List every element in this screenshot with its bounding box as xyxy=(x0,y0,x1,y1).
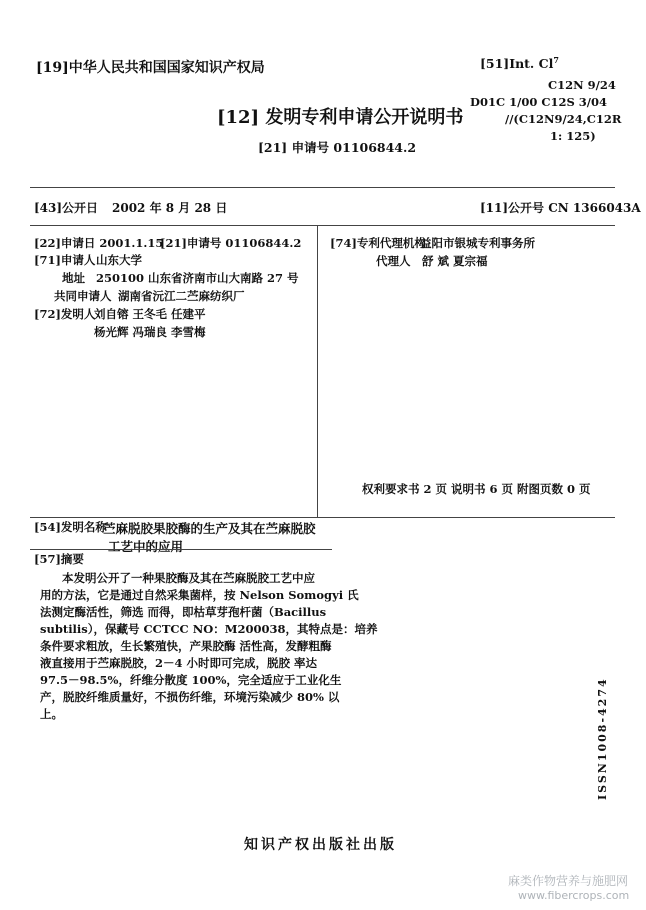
inventors-line-1: 刘自镕 王冬毛 任建平 xyxy=(94,307,206,321)
classification-line-1: C12N 9/24 xyxy=(548,78,616,92)
application-number: [21]申请号 01106844.2 xyxy=(160,236,302,250)
divider xyxy=(30,225,615,226)
agents: 舒 斌 夏宗福 xyxy=(422,254,488,268)
co-applicant: 湖南省沅江二苎麻纺织厂 xyxy=(118,289,245,303)
inventors-line-2: 杨光辉 冯瑞良 李雪梅 xyxy=(94,325,206,339)
abstract-line: 本发明公开了一种果胶酶及其在苎麻脱胶工艺中应 xyxy=(62,571,315,585)
int-cl-label: [51]Int. Cl$^7$ xyxy=(480,55,559,72)
inventor-label: [72]发明人 xyxy=(34,307,96,321)
divider xyxy=(30,517,615,518)
publisher: 知识产权出版社出版 xyxy=(244,837,397,853)
watermark-site-name: 麻类作物营养与施肥网 xyxy=(508,874,629,888)
page-counts: 权利要求书 2 页 说明书 6 页 附图页数 0 页 xyxy=(362,482,591,496)
invention-title-line-1: 苎麻脱胶果胶酶的生产及其在苎麻脱胶 xyxy=(103,521,316,536)
office-name: [19]中华人民共和国国家知识产权局 xyxy=(36,60,265,76)
divider xyxy=(30,187,615,188)
agency-label: [74]专利代理机构 xyxy=(330,236,426,250)
agency: 益阳市银城专利事务所 xyxy=(420,236,535,250)
classification-line-3: //(C12N9/24,C12R xyxy=(505,112,622,126)
applicant-label: [71]申请人 xyxy=(34,253,96,267)
divider xyxy=(30,549,332,550)
abstract-text xyxy=(40,570,378,723)
classification-line-4: 1: 125) xyxy=(550,129,596,143)
address-label: 地址 xyxy=(62,271,85,285)
abstract-line: 产，脱胶纤维质量好，不损伤纤维，环境污染减少 80% 以 xyxy=(40,690,340,704)
abstract-line: 用的方法，它是通过自然采集菌样，按 Nelson Somogyi 氏 xyxy=(40,588,359,602)
co-applicant-label: 共同申请人 xyxy=(54,289,112,303)
filing-date: [22]申请日 2001.1.15 xyxy=(34,236,164,250)
title-label: [54]发明名称 xyxy=(34,520,107,534)
application-number-header: [21] 申请号 01106844.2 xyxy=(258,140,417,155)
column-divider xyxy=(317,226,318,517)
agent-label: 代理人 xyxy=(376,254,411,268)
abstract-label: [57]摘要 xyxy=(34,552,84,566)
publication-number: [11]公开号 CN 1366043A xyxy=(480,201,641,215)
publication-date: 2002 年 8 月 28 日 xyxy=(112,201,228,215)
issn-vertical: ISSN1008-4274 xyxy=(596,677,609,800)
publication-date-label: [43]公开日 xyxy=(34,201,99,215)
invention-title-line-2: 工艺中的应用 xyxy=(108,539,184,554)
abstract-line: 液直接用于苎麻脱胶，2－4 小时即可完成，脱胶 率达 xyxy=(40,656,318,670)
abstract-line: 条件要求粗放，生长繁殖快，产果胶酶 活性高，发酵粗酶 xyxy=(40,639,332,653)
abstract-line: 法测定酶活性，筛选 而得，即枯草芽孢杆菌（Bacillus xyxy=(40,605,327,619)
abstract-line: 上。 xyxy=(40,707,63,721)
applicant: 山东大学 xyxy=(96,253,142,267)
watermark-url: www.fibercrops.com xyxy=(518,889,630,902)
document-type-title: [12] 发明专利申请公开说明书 xyxy=(217,107,464,128)
abstract-line: subtilis），保藏号 CCTCC NO：M200038，其特点是：培养 xyxy=(40,622,378,636)
classification-line-2: D01C 1/00 C12S 3/04 xyxy=(470,95,608,109)
address: 250100 山东省济南市山大南路 27 号 xyxy=(96,271,299,285)
abstract-line: 97.5－98.5%，纤维分散度 100%，完全适应于工业化生 xyxy=(40,673,342,687)
